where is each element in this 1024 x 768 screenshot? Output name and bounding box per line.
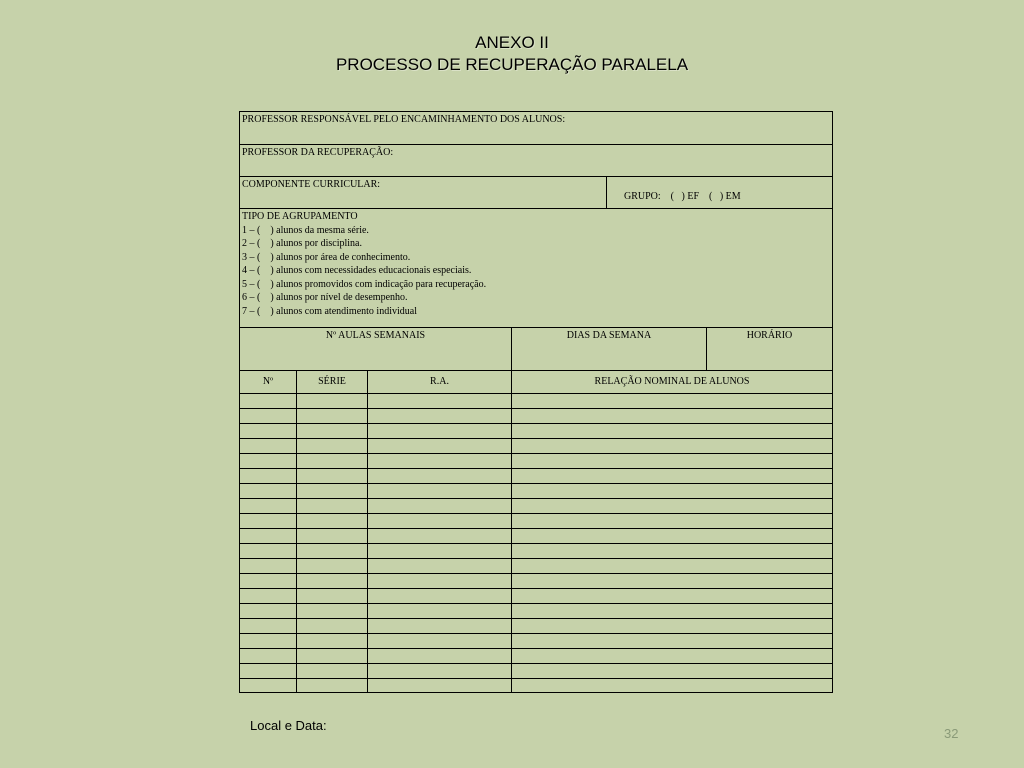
serie-cell[interactable] [297, 649, 368, 663]
ra-cell[interactable] [368, 559, 512, 573]
nome-cell[interactable] [512, 634, 832, 648]
serie-cell[interactable] [297, 664, 368, 678]
componente-curricular-label: COMPONENTE CURRICULAR: [242, 179, 381, 190]
nome-cell[interactable] [512, 649, 832, 663]
nome-cell[interactable] [512, 499, 832, 513]
serie-cell[interactable] [297, 439, 368, 453]
nome-cell[interactable] [512, 439, 832, 453]
serie-cell[interactable] [297, 424, 368, 438]
table-row [240, 648, 832, 663]
numero-cell[interactable] [240, 664, 297, 678]
numero-cell[interactable] [240, 529, 297, 543]
table-row [240, 663, 832, 678]
serie-cell[interactable] [297, 469, 368, 483]
agrupamento-option-4[interactable]: 4 – ( ) alunos com necessidades educacionais especiais. [242, 265, 472, 276]
table-row [240, 438, 832, 453]
ra-cell[interactable] [368, 649, 512, 663]
numero-cell[interactable] [240, 469, 297, 483]
professor-responsavel-label: PROFESSOR RESPONSÁVEL PELO ENCAMINHAMENTO DOS ALUNOS: [242, 114, 566, 125]
nome-cell[interactable] [512, 469, 832, 483]
table-row [240, 483, 832, 498]
table-row [240, 633, 832, 648]
professor-recuperacao-field[interactable] [240, 145, 832, 176]
serie-cell[interactable] [297, 409, 368, 423]
ra-cell[interactable] [368, 424, 512, 438]
serie-cell[interactable] [297, 604, 368, 618]
col-header-relacao-nominal: RELAÇÃO NOMINAL DE ALUNOS [594, 376, 750, 387]
serie-cell[interactable] [297, 559, 368, 573]
numero-cell[interactable] [240, 454, 297, 468]
table-row [240, 468, 832, 483]
title-line-1: ANEXO II [475, 33, 549, 52]
nome-cell[interactable] [512, 679, 832, 693]
professor-responsavel-field[interactable] [240, 112, 832, 144]
table-row [240, 588, 832, 603]
serie-cell[interactable] [297, 454, 368, 468]
numero-cell[interactable] [240, 604, 297, 618]
serie-cell[interactable] [297, 634, 368, 648]
nome-cell[interactable] [512, 544, 832, 558]
nome-cell[interactable] [512, 454, 832, 468]
serie-cell[interactable] [297, 529, 368, 543]
table-row [240, 603, 832, 618]
serie-cell[interactable] [297, 619, 368, 633]
numero-cell[interactable] [240, 679, 297, 693]
title-line-2: PROCESSO DE RECUPERAÇÃO PARALELA [335, 55, 689, 74]
numero-cell[interactable] [240, 439, 297, 453]
aulas-semanais-field[interactable] [240, 328, 512, 370]
nome-cell[interactable] [512, 409, 832, 423]
grupo-label: GRUPO: ( ) EF ( ) EM [624, 191, 741, 202]
nome-cell[interactable] [512, 574, 832, 588]
tipo-agrupamento-section [240, 209, 832, 327]
ra-cell[interactable] [368, 544, 512, 558]
nome-cell[interactable] [512, 559, 832, 573]
numero-cell[interactable] [240, 619, 297, 633]
nome-cell[interactable] [512, 424, 832, 438]
professor-recuperacao-label: PROFESSOR DA RECUPERAÇÃO: [242, 147, 394, 158]
table-row [240, 393, 832, 408]
numero-cell[interactable] [240, 544, 297, 558]
nome-cell[interactable] [512, 589, 832, 603]
agrupamento-option-6[interactable]: 6 – ( ) alunos por nível de desempenho. [242, 292, 408, 303]
nome-cell[interactable] [512, 514, 832, 528]
nome-cell[interactable] [512, 619, 832, 633]
table-row [240, 528, 832, 543]
numero-cell[interactable] [240, 499, 297, 513]
col-header-ra: R.A. [368, 371, 512, 393]
table-row [240, 408, 832, 423]
serie-cell[interactable] [297, 394, 368, 408]
nome-cell[interactable] [512, 529, 832, 543]
row-schedule [240, 328, 832, 371]
ra-cell[interactable] [368, 514, 512, 528]
ra-cell[interactable] [368, 394, 512, 408]
table-row [240, 678, 832, 693]
agrupamento-option-2[interactable]: 2 – ( ) alunos por disciplina. [242, 238, 362, 249]
numero-cell[interactable] [240, 559, 297, 573]
ra-cell[interactable] [368, 439, 512, 453]
nome-cell[interactable] [512, 604, 832, 618]
ra-cell[interactable] [368, 679, 512, 693]
ra-cell[interactable] [368, 409, 512, 423]
table-row [240, 423, 832, 438]
agrupamento-option-3[interactable]: 3 – ( ) alunos por área de conhecimento. [242, 251, 411, 263]
ra-cell[interactable] [368, 589, 512, 603]
table-row [240, 618, 832, 633]
col-header-serie: SÉRIE [297, 371, 368, 393]
numero-cell[interactable] [240, 514, 297, 528]
row-professor-recuperacao [240, 145, 832, 177]
serie-cell[interactable] [297, 499, 368, 513]
ra-cell[interactable] [368, 454, 512, 468]
col-header-numero: Nº [240, 371, 297, 393]
ra-cell[interactable] [368, 499, 512, 513]
row-professor-responsavel [240, 112, 832, 145]
ra-cell[interactable] [368, 634, 512, 648]
horario-label: HORÁRIO [746, 330, 793, 341]
numero-cell[interactable] [240, 634, 297, 648]
ra-cell[interactable] [368, 529, 512, 543]
row-tipo-agrupamento [240, 209, 832, 328]
numero-cell[interactable] [240, 424, 297, 438]
nome-cell[interactable] [512, 664, 832, 678]
agrupamento-option-5[interactable]: 5 – ( ) alunos promovidos com indicação para recuperação. [242, 278, 487, 290]
table-row [240, 453, 832, 468]
aulas-semanais-label: Nº AULAS SEMANAIS [325, 330, 426, 341]
dias-semana-label: DIAS DA SEMANA [566, 330, 652, 341]
ra-cell[interactable] [368, 619, 512, 633]
numero-cell[interactable] [240, 574, 297, 588]
page-number: 32 [944, 726, 959, 741]
table-row [240, 543, 832, 558]
student-table-header [240, 371, 832, 393]
local-e-data-label: Local e Data: [250, 718, 327, 733]
numero-cell[interactable] [240, 589, 297, 603]
nome-cell[interactable] [512, 484, 832, 498]
serie-cell[interactable] [297, 589, 368, 603]
horario-field[interactable] [707, 328, 832, 370]
grupo-field[interactable] [607, 177, 832, 208]
numero-cell[interactable] [240, 484, 297, 498]
numero-cell[interactable] [240, 394, 297, 408]
recovery-form [239, 111, 833, 693]
agrupamento-option-7[interactable]: 7 – ( ) alunos com atendimento individual [242, 305, 417, 317]
dias-semana-field[interactable] [512, 328, 707, 370]
table-row [240, 558, 832, 573]
serie-cell[interactable] [297, 574, 368, 588]
serie-cell[interactable] [297, 544, 368, 558]
ra-cell[interactable] [368, 664, 512, 678]
table-row [240, 513, 832, 528]
serie-cell[interactable] [297, 484, 368, 498]
numero-cell[interactable] [240, 649, 297, 663]
nome-cell[interactable] [512, 394, 832, 408]
serie-cell[interactable] [297, 514, 368, 528]
serie-cell[interactable] [297, 679, 368, 693]
componente-curricular-field[interactable] [240, 177, 607, 208]
ra-cell[interactable] [368, 484, 512, 498]
row-componente-grupo [240, 177, 832, 209]
table-row [240, 573, 832, 588]
numero-cell[interactable] [240, 409, 297, 423]
tipo-agrupamento-heading: TIPO DE AGRUPAMENTO [242, 211, 358, 222]
ra-cell[interactable] [368, 574, 512, 588]
ra-cell[interactable] [368, 469, 512, 483]
ra-cell[interactable] [368, 604, 512, 618]
table-row [240, 498, 832, 513]
agrupamento-option-1[interactable]: 1 – ( ) alunos da mesma série. [242, 224, 369, 236]
